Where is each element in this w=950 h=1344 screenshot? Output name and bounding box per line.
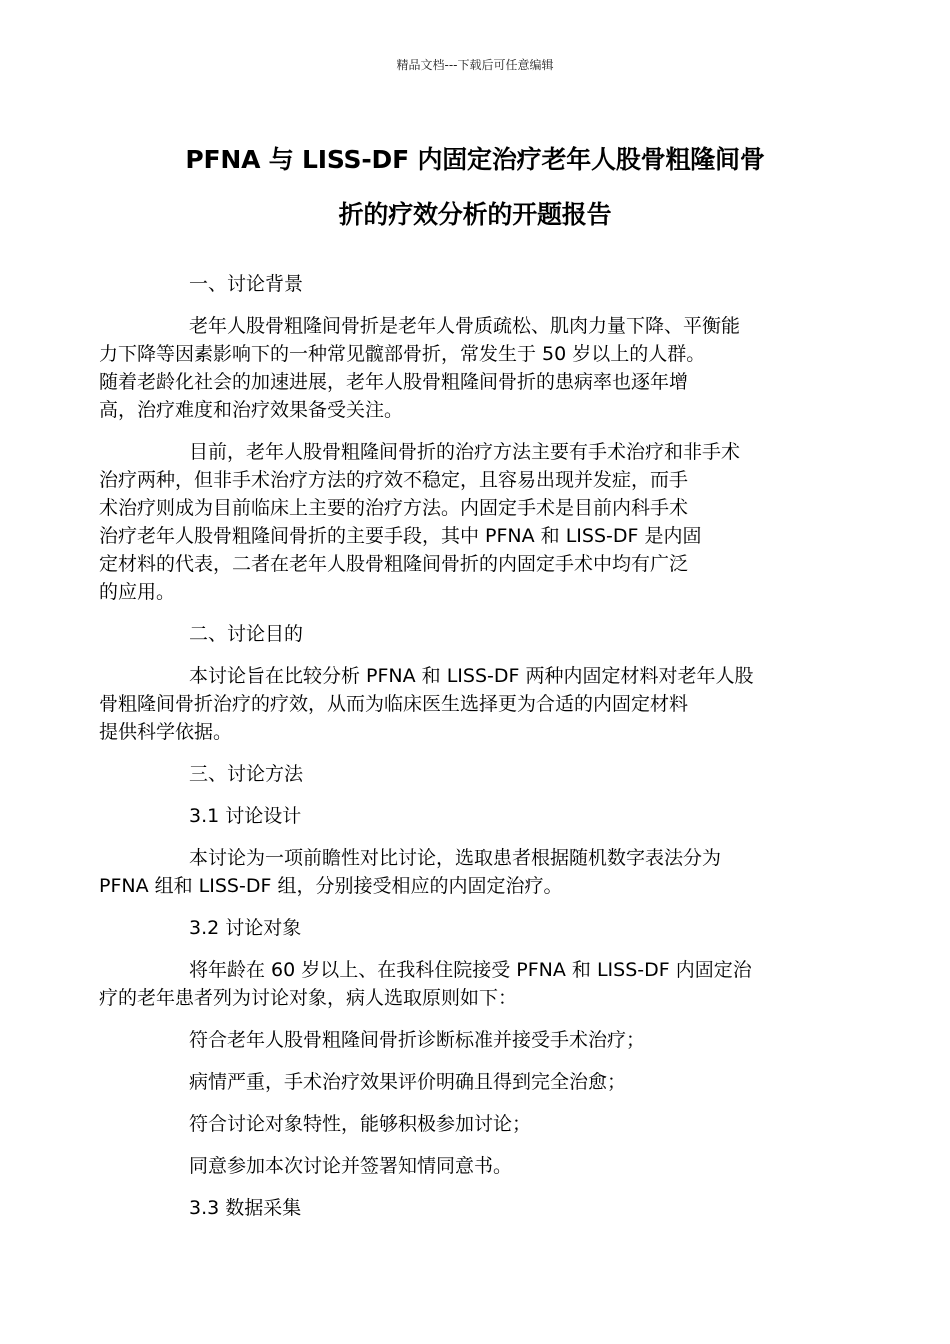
text-line: 提供科学依据。 (99, 721, 233, 743)
criteria-item: 符合老年人股骨粗隆间骨折诊断标准并接受手术治疗； (189, 1029, 646, 1051)
text-line: PFNA 组和 LISS-DF 组，分别接受相应的内固定治疗。 (99, 875, 563, 897)
text-line: 骨粗隆间骨折治疗的疗效，从而为临床医生选择更为合适的内固定材料 (99, 693, 689, 715)
text-line: 力下降等因素影响下的一种常见髋部骨折，常发生于 50 岁以上的人群。 (99, 343, 706, 365)
text-line: 疗的老年患者列为讨论对象，病人选取原则如下： (99, 987, 518, 1009)
section-heading-background: 一、讨论背景 (189, 273, 304, 295)
subsection-heading-design: 3.1 讨论设计 (189, 805, 302, 827)
paragraph-background-2 (99, 438, 804, 606)
title-line-1: PFNA 与 LISS-DF 内固定治疗老年人股骨粗隆间骨 (185, 145, 765, 174)
criteria-item: 病情严重，手术治疗效果评价明确且得到完全治愈； (189, 1071, 627, 1093)
paragraph-background-1 (99, 312, 804, 424)
page-header: 精品文档---下载后可任意编辑 (396, 58, 554, 72)
text-line: 老年人股骨粗隆间骨折是老年人骨质疏松、肌肉力量下降、平衡能 (189, 315, 741, 337)
text-line: 治疗两种，但非手术治疗方法的疗效不稳定，且容易出现并发症，而手 (99, 469, 689, 491)
subsection-heading-data-collection: 3.3 数据采集 (189, 1197, 302, 1219)
paragraph-subjects (99, 956, 804, 1012)
text-line: 术治疗则成为目前临床上主要的治疗方法。内固定手术是目前内科手术 (99, 497, 689, 519)
text-line: 本讨论旨在比较分析 PFNA 和 LISS-DF 两种内固定材料对老年人股 (189, 665, 754, 687)
subsection-heading-subjects: 3.2 讨论对象 (189, 917, 302, 939)
text-line: 目前，老年人股骨粗隆间骨折的治疗方法主要有手术治疗和非手术 (189, 441, 741, 463)
section-heading-methods: 三、讨论方法 (189, 763, 304, 785)
text-line: 的应用。 (99, 581, 176, 603)
text-line: 高，治疗难度和治疗效果备受关注。 (99, 399, 404, 421)
document-body (99, 270, 804, 1236)
text-line: 治疗老年人股骨粗隆间骨折的主要手段，其中 PFNA 和 LISS-DF 是内固 (99, 525, 702, 547)
text-line: 本讨论为一项前瞻性对比讨论，选取患者根据随机数字表法分为 (189, 847, 722, 869)
text-line: 将年龄在 60 岁以上、在我科住院接受 PFNA 和 LISS-DF 内固定治 (189, 959, 752, 981)
section-heading-purpose: 二、讨论目的 (189, 623, 304, 645)
text-line: 定材料的代表，二者在老年人股骨粗隆间骨折的内固定手术中均有广泛 (99, 553, 689, 575)
paragraph-design (99, 844, 804, 900)
criteria-item: 同意参加本次讨论并签署知情同意书。 (189, 1155, 513, 1177)
title-line-2: 折的疗效分析的开题报告 (338, 200, 612, 229)
criteria-item: 符合讨论对象特性，能够积极参加讨论； (189, 1113, 532, 1135)
text-line: 随着老龄化社会的加速进展，老年人股骨粗隆间骨折的患病率也逐年增 (99, 371, 689, 393)
document-title (120, 132, 830, 242)
paragraph-purpose (99, 662, 804, 746)
